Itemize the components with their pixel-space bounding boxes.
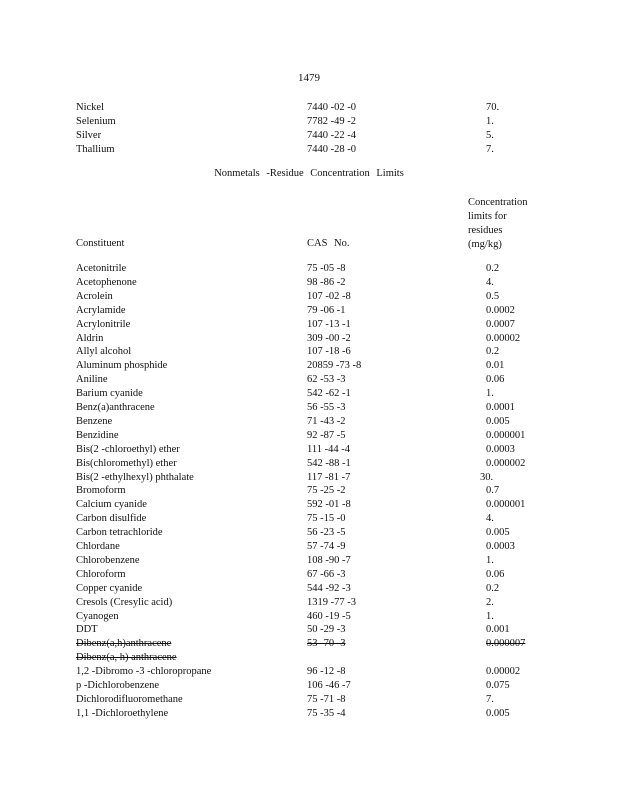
cas-number: 542 -62 -1: [307, 388, 351, 400]
concentration-limit: 0.06: [486, 374, 505, 386]
constituent-name: Bis(2 -chloroethyl) ether: [76, 443, 180, 455]
concentration-limit: 4.: [486, 276, 494, 288]
constituent-name: Chlordane: [76, 541, 120, 552]
table-row: [0, 707, 618, 720]
cas-number: 75 -15 -0: [307, 513, 346, 525]
constituent-name: p -Dichlorobenzene: [76, 680, 160, 691]
table-row: [0, 262, 618, 275]
concentration-limit: 0.001: [486, 624, 510, 636]
constituent-name: Allyl alcohol: [76, 346, 132, 358]
table-row: [0, 623, 618, 636]
cas-column-header: CAS No.: [307, 238, 350, 249]
cas-number: 7440 -02 -0: [307, 102, 356, 113]
concentration-limit: 1.: [486, 554, 494, 566]
table-row: [0, 373, 618, 386]
table-row: [0, 101, 618, 114]
concentration-limit: 0.7: [486, 485, 500, 497]
constituent-name: Dibenz(a,h)anthracene: [76, 638, 172, 650]
cas-number: 57 -74 -9: [307, 541, 346, 552]
cas-number: 92 -87 -5: [307, 429, 346, 441]
constituent-name: Carbon disulfide: [76, 513, 147, 525]
cas-number: 7440 -22 -4: [307, 130, 356, 141]
limit-header-line: (mg/kg): [468, 239, 502, 250]
cas-number: 542 -88 -1: [307, 457, 351, 469]
cas-number: 96 -12 -8: [307, 666, 346, 678]
table-row: [0, 540, 618, 553]
constituent-name: Barium cyanide: [76, 388, 143, 400]
concentration-limit: 1.: [486, 610, 494, 622]
table-row: [0, 693, 618, 706]
page-number: 1479: [298, 72, 320, 84]
concentration-limit: 0.2: [486, 263, 500, 274]
cas-number: 50 -29 -3: [307, 624, 346, 636]
concentration-limit: 4.: [486, 513, 494, 525]
concentration-limit: 1.: [486, 388, 494, 400]
constituent-name: Bis(chloromethyl) ether: [76, 457, 177, 469]
constituent-name: Selenium: [76, 116, 116, 127]
concentration-limit: 0.0007: [486, 318, 515, 330]
cas-number: 107 -02 -8: [307, 290, 351, 302]
constituent-name: Copper cyanide: [76, 582, 143, 594]
cas-number: 56 -55 -3: [307, 402, 346, 413]
concentration-limit: 0.01: [486, 360, 505, 372]
constituent-name: Aluminum phosphide: [76, 360, 168, 372]
table-row: [0, 651, 618, 664]
concentration-limit: 0.0003: [486, 541, 515, 552]
table-row: [0, 401, 618, 414]
table-row: [0, 359, 618, 372]
limit-header-line: residues: [468, 225, 503, 236]
cas-number: 67 -66 -3: [307, 568, 346, 580]
concentration-limit: 0.000001: [486, 429, 526, 441]
table-row: [0, 115, 618, 128]
constituent-name: Acetophenone: [76, 276, 137, 288]
cas-number: 56 -23 -5: [307, 527, 346, 539]
cas-number: 20859 -73 -8: [307, 360, 362, 372]
cas-number: 7782 -49 -2: [307, 116, 356, 127]
constituent-name: Calcium cyanide: [76, 499, 147, 511]
constituent-name: Acrylamide: [76, 304, 126, 316]
constituent-name: Acrylonitrile: [76, 318, 131, 330]
table-row: [0, 143, 618, 156]
cas-number: 107 -13 -1: [307, 318, 351, 330]
constituent-name: Aldrin: [76, 332, 104, 344]
cas-number: 75 -25 -2: [307, 485, 346, 497]
concentration-limit: 0.2: [486, 346, 500, 358]
constituent-name: Acetonitrile: [76, 263, 127, 274]
concentration-limit: 0.5: [486, 290, 500, 302]
constituent-name: Benz(a)anthracene: [76, 402, 155, 413]
table-row: [0, 415, 618, 428]
concentration-limit: 7.: [486, 144, 494, 155]
constituent-column-header: Constituent: [76, 238, 125, 249]
table-row: [0, 443, 618, 456]
table-row: [0, 582, 618, 595]
constituent-name: Cresols (Cresylic acid): [76, 596, 173, 608]
cas-number: 592 -01 -8: [307, 499, 351, 511]
concentration-limit: 0.005: [486, 415, 510, 427]
concentration-limit: 0.0001: [486, 402, 515, 413]
cas-number: 98 -86 -2: [307, 276, 346, 288]
table-row: [0, 637, 618, 650]
table-row: [0, 290, 618, 303]
concentration-limit: 1.: [486, 116, 494, 127]
concentration-limit: 0.00002: [486, 666, 521, 678]
constituent-name: DDT: [76, 624, 98, 636]
concentration-limit: 0.000001: [486, 499, 526, 511]
table-row: [0, 304, 618, 317]
concentration-limit: 0.06: [486, 568, 505, 580]
concentration-limit: 0.0002: [486, 304, 515, 316]
table-row: [0, 512, 618, 525]
cas-number: 75 -71 -8: [307, 693, 346, 705]
table-row: [0, 554, 618, 567]
constituent-name: Nickel: [76, 102, 104, 113]
cas-number: 53 -70 -3: [307, 638, 346, 650]
table-row: [0, 276, 618, 289]
constituent-name: Chlorobenzene: [76, 554, 140, 566]
constituent-name: Carbon tetrachloride: [76, 527, 163, 539]
concentration-limit: 0.00002: [486, 332, 521, 344]
table-row: [0, 498, 618, 511]
constituent-name: Bis(2 -ethylhexyl) phthalate: [76, 471, 194, 483]
table-row: [0, 457, 618, 470]
cas-number: 62 -53 -3: [307, 374, 346, 386]
concentration-limit: 30.: [480, 471, 494, 483]
table-row: [0, 429, 618, 442]
cas-number: 79 -06 -1: [307, 304, 346, 316]
concentration-limit: 0.000002: [486, 457, 526, 469]
constituent-name: Aniline: [76, 374, 108, 386]
table-row: [0, 129, 618, 142]
constituent-name: Cyanogen: [76, 610, 119, 622]
cas-number: 544 -92 -3: [307, 582, 351, 594]
table-row: [0, 679, 618, 692]
constituent-name: Chloroform: [76, 568, 126, 580]
table-row: [0, 610, 618, 623]
limit-column-header: [468, 196, 568, 252]
table-row: [0, 387, 618, 400]
table-row: [0, 345, 618, 358]
cas-number: 107 -18 -6: [307, 346, 351, 358]
concentration-limit: 2.: [486, 596, 494, 608]
constituent-name: Benzene: [76, 415, 113, 427]
constituent-name: Dichlorodifluoromethane: [76, 693, 183, 705]
table-row: [0, 484, 618, 497]
limit-header-line: limits for: [468, 211, 507, 222]
constituent-name: 1,2 -Dibromo -3 -chloropropane: [76, 666, 212, 678]
cas-number: 7440 -28 -0: [307, 144, 356, 155]
cas-number: 460 -19 -5: [307, 610, 351, 622]
table-row: [0, 526, 618, 539]
constituent-name: Benzidine: [76, 429, 119, 441]
constituent-name: Thallium: [76, 144, 115, 155]
cas-number: 108 -90 -7: [307, 554, 351, 566]
limit-header-line: Concentration: [468, 197, 528, 208]
concentration-limit: 0.005: [486, 527, 510, 539]
cas-number: 106 -46 -7: [307, 680, 351, 691]
constituent-name: Acrolein: [76, 290, 113, 302]
concentration-limit: 5.: [486, 130, 494, 141]
section-title: Nonmetals -Residue Concentration Limits: [214, 168, 404, 179]
cas-number: 309 -00 -2: [307, 332, 351, 344]
table-row: [0, 568, 618, 581]
concentration-limit: 0.075: [486, 680, 510, 691]
concentration-limit: 0.0003: [486, 443, 515, 455]
table-row: [0, 596, 618, 609]
cas-number: 75 -05 -8: [307, 263, 346, 274]
cas-number: 75 -35 -4: [307, 707, 346, 719]
concentration-limit: 0.2: [486, 582, 500, 594]
concentration-limit: 0.000007: [486, 638, 526, 650]
table-row: [0, 318, 618, 331]
table-row: [0, 332, 618, 345]
table-row: [0, 665, 618, 678]
table-row: [0, 471, 618, 484]
cas-number: 117 -81 -7: [307, 471, 351, 483]
constituent-name: Bromoform: [76, 485, 126, 497]
concentration-limit: 0.005: [486, 707, 510, 719]
cas-number: 71 -43 -2: [307, 415, 346, 427]
cas-number: 1319 -77 -3: [307, 596, 356, 608]
cas-number: 111 -44 -4: [307, 443, 350, 455]
constituent-name: Dibenz(a, h) anthracene: [76, 652, 177, 664]
constituent-name: 1,1 -Dichloroethylene: [76, 707, 169, 719]
concentration-limit: 7.: [486, 693, 494, 705]
constituent-name: Silver: [76, 130, 102, 141]
concentration-limit: 70.: [486, 102, 500, 113]
